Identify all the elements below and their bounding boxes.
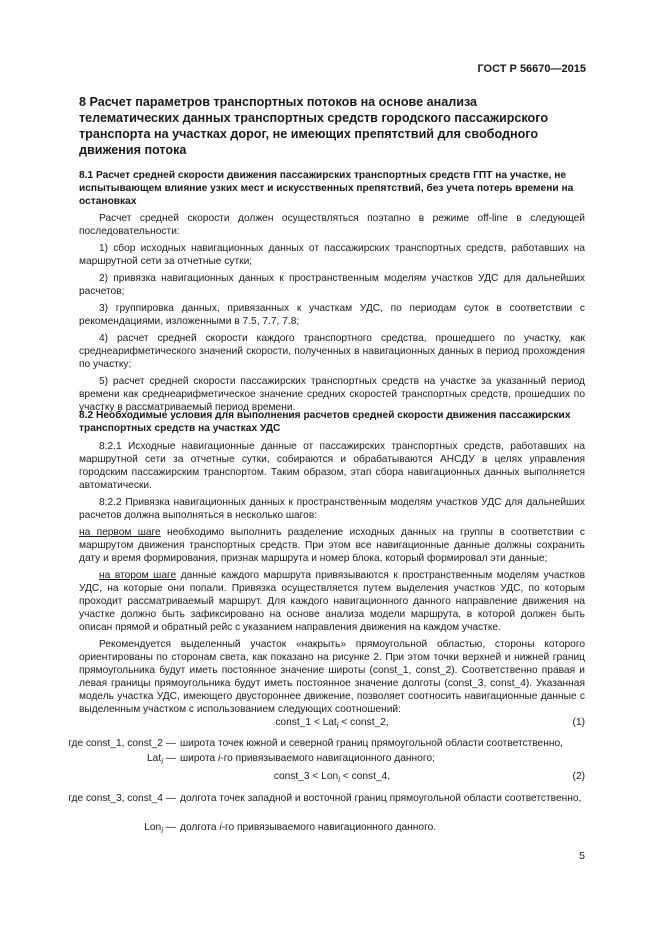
lon-desc-b: -го привязываемого навигационного данного.	[221, 822, 437, 833]
subsection-8-1-title: 8.1 Расчет средней скорости движения пассажирских транспортных средств ГПТ на участке, не испытывающем влияние узких мест и искусственных препятствий, без учета потерь времени на остановках	[79, 170, 574, 207]
paragraph-intro: Расчет средней скорости должен осуществляться поэтапно в режиме off-line в следующей последовательности:	[79, 213, 585, 237]
formula-2-definitions	[44, 792, 585, 838]
lat-index: i	[161, 757, 163, 767]
formula-1-number: (1)	[572, 717, 585, 728]
paragraph-recommendation: Рекомендуется выделенный участок «накрыть» прямоугольной областью, стороны которого ориентированы по сторонам света, как показано на рисунке 2. При этом точки верхней и нижней границ прямоугольника будут иметь постоянное значение широты (const_1, const_2). Соответственно правая и левая границы прямоугольника будут иметь постоянное значение долготы (const_3, const_4). Указанная модель участка УДС, имеющего двустороннее движение, позволяет соотносить навигационные данные с выделенным участком с использованием следующих соотношений:	[79, 639, 585, 715]
section-8-title: 8 Расчет параметров транспортных потоков на основе анализа телематических данных транспортных средств городского пассажирского транспорта на участках дорог, не имеющих препятствий для свободного движения потока	[79, 95, 549, 157]
formula-1-left: const_1 < Lat	[275, 717, 337, 728]
formula-2-left: const_3 < Lon	[273, 771, 339, 782]
list-item-3: 3) группировка данных, привязанных к участкам УДС, по периодам суток в соответствии с рекомендациями, изложенными в 7.5, 7.7, 7.8;	[79, 303, 585, 327]
paragraph-step-2	[79, 569, 585, 634]
lon-desc-a: долгота	[180, 822, 220, 833]
formula-1-definitions	[44, 737, 585, 767]
step-1-label: на первом шаге	[79, 527, 161, 538]
subsection-8-1-body	[79, 212, 585, 418]
list-item-2: 2) привязка навигационных данных к пространственным моделям участков УДС для дальнейших расчетов;	[79, 273, 585, 297]
formula-2-index: i	[338, 775, 340, 785]
def-3-lhs: где const_3, const_4 —	[68, 793, 176, 804]
formula-2-number: (2)	[572, 771, 585, 782]
formula-1-right: < const_2,	[338, 717, 389, 728]
list-item-1: 1) сбор исходных навигационных данных от пассажирских транспортных средств, работавших на маршрутной сети за отчетные сутки;	[79, 243, 585, 267]
def-1-rhs: широта точек южной и северной границ прямоугольной области соответственно,	[180, 738, 563, 749]
page-number: 5	[579, 850, 585, 862]
lat-desc-b: -го привязываемого навигационного данного;	[220, 753, 435, 764]
formula-1-index: i	[336, 721, 339, 731]
list-item-5: 5) расчет средней скорости пассажирских транспортных средств на участке за указанный период времени как среднеарифметическое значение средних скоростей транспортных средств, прошедших по участку в рассматриваемый период времени.	[79, 376, 585, 413]
paragraph-step-1	[79, 526, 585, 565]
def-3-rhs: долгота точек западной и восточной границ прямоугольной области соответственно,	[180, 793, 582, 804]
lon-symbol: Lon	[144, 822, 162, 833]
subsection-8-2-body	[79, 440, 585, 720]
lon-dash: —	[162, 822, 176, 833]
standard-code-header: ГОСТ Р 56670—2015	[477, 63, 586, 75]
def-4-rhs	[180, 821, 585, 834]
lat-symbol: Lat	[147, 753, 162, 764]
formula-1	[79, 717, 585, 730]
def-4-lhs	[44, 821, 176, 837]
step-2-text: данные каждого маршрута привязываются к пространственным моделям участков УДС, на которые они попали. Привязка осуществляется путем выделения участков УДС, по которым проходит рассматриваемый маршрут. Для каждого навигационного данного направление движения на участке должно быть зафиксировано на основе анализа модели маршрута, в которой должен быть описан прямой и обратный рейс с указанием направления движения на каждом участке.	[79, 570, 585, 633]
lat-desc-a: широта	[180, 753, 219, 764]
def-2-lhs	[44, 752, 176, 768]
lon-desc-i: i	[219, 822, 222, 833]
lon-index: i	[161, 826, 163, 836]
lat-desc-i: i	[218, 753, 221, 764]
formula-2-right: < const_4,	[339, 771, 391, 782]
lat-dash: —	[162, 753, 176, 764]
list-item-4: 4) расчет средней скорости каждого транспортного средства, прошедшего по участку, как среднеарифметического значений скорости, полученных в навигационных данных в период прохождения по участку;	[79, 333, 585, 370]
paragraph-8-2-2: 8.2.2 Привязка навигационных данных к пространственным моделям участков УДС для дальнейших расчетов должна выполняться в несколько шагов:	[79, 497, 585, 521]
def-1-lhs: где const_1, const_2 —	[68, 738, 176, 749]
formula-2	[79, 771, 585, 784]
def-2-rhs	[180, 752, 585, 765]
step-1-text: необходимо выполнить разделение исходных данных на группы в соответствии с маршрутом движения транспортных средств. При этом все навигационные данные должны сохранить дату и время формирования, признак маршрута и номер блока, который формировал эти данные;	[79, 527, 585, 564]
paragraph-8-2-1: 8.2.1 Исходные навигационные данные от пассажирских транспортных средств, работавших на маршрутной сети за отчетные сутки, собираются и обрабатываются АНСДУ в целях управления городским пассажирским транспортом. Таким образом, этап сбора навигационных данных выполняется автоматически.	[79, 441, 585, 491]
step-2-label: на втором шаге	[99, 570, 177, 581]
subsection-8-2-title: 8.2 Необходимые условия для выполнения расчетов средней скорости движения пассажирских транспортных средств на участках УДС	[79, 410, 571, 434]
